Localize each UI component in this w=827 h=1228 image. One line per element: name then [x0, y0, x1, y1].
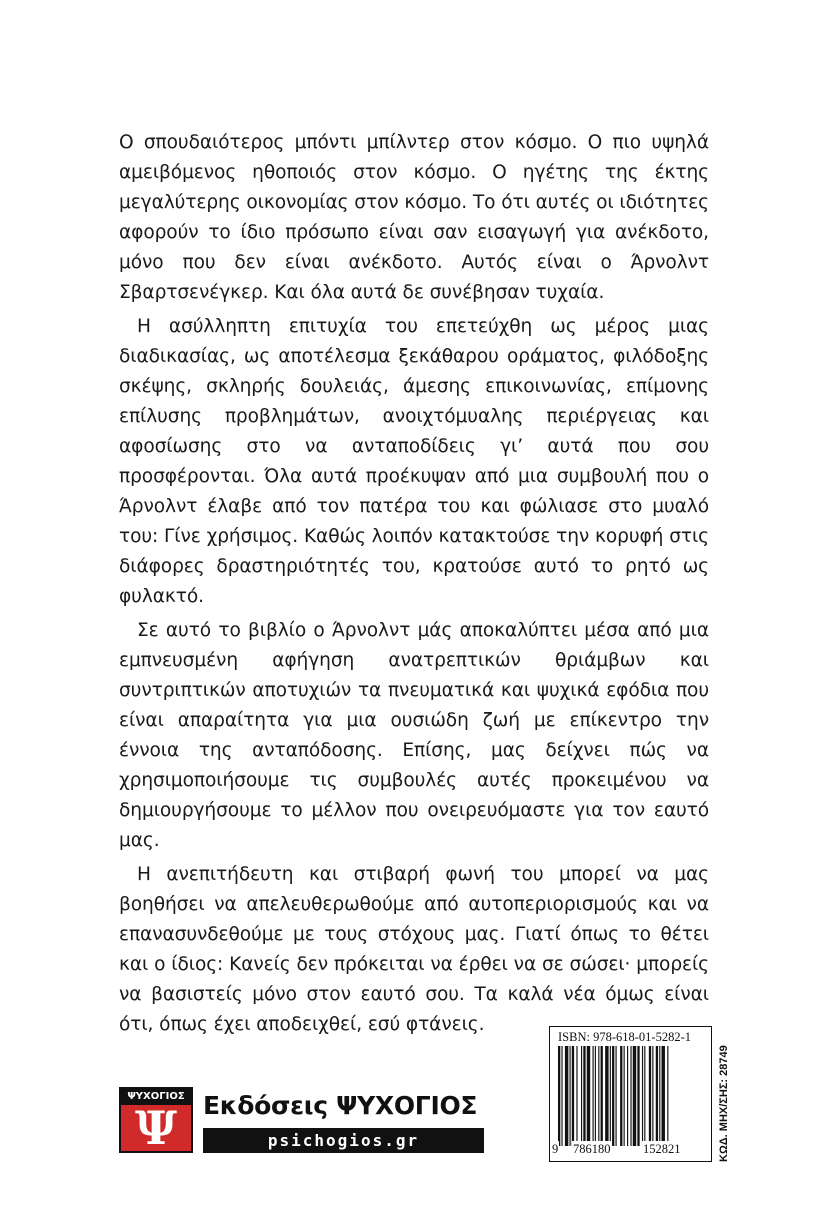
psi-logo-glyph: Ψ — [134, 1101, 177, 1153]
blurb-paragraph-2: Η ασύλληπτη επιτυχία του επετεύχθη ως μέρος μιας διαδικασίας, ως αποτέλεσμα ξεκάθαρου οράματος, φιλόδοξης σκέψης, σκληρής δουλειάς, άμεσης επικοινωνίας, επίμονης επίλυσης προβλημάτων, ανοιχτόμυαλης περιέργειας και αφοσίωσης στο να ανταποδίδεις γι’ αυτά που σου προσφέρονται. Όλα αυτά προέκυψαν από μια συμβουλή που ο Άρνολντ έλαβε από τον πατέρα του και φώλιασε στο μυαλό του: Γίνε χρήσιμος. Καθώς λοιπόν κατακτούσε την κορυφή στις διάφορες δραστηριότητές του, κρατούσε αυτό το ρητό ως φυλακτό. — [119, 316, 709, 607]
back-cover-blurb — [119, 128, 709, 1040]
barcode-bar — [662, 1046, 665, 1146]
psi-logo-icon — [119, 1087, 193, 1153]
barcode-bar — [624, 1046, 625, 1146]
barcode-bar — [659, 1046, 660, 1146]
barcode-bar — [595, 1046, 596, 1146]
publisher-url: psichogios.gr — [203, 1128, 484, 1153]
barcode-bar — [601, 1046, 603, 1146]
barcode-bar — [637, 1046, 639, 1146]
barcode-bar — [612, 1046, 614, 1146]
barcode-digits — [550, 1141, 713, 1157]
barcode-bar — [649, 1046, 651, 1146]
publisher-logo — [119, 1087, 484, 1153]
barcode-bar — [598, 1046, 599, 1146]
barcode-bar — [572, 1046, 574, 1146]
barcode-bar — [667, 1046, 668, 1146]
barcode-bar — [561, 1046, 562, 1146]
isbn-barcode — [549, 1026, 712, 1162]
barcode-bar — [633, 1046, 636, 1146]
barcode-bar — [558, 1046, 560, 1146]
barcode-bar — [565, 1046, 568, 1146]
barcode-bar — [610, 1046, 611, 1146]
publisher-name: Εκδόσεις ΨΥΧΟΓΙΟΣ — [203, 1091, 478, 1120]
barcode-digits-right: 152821 — [643, 1142, 681, 1156]
product-code: ΚΩΔ. ΜΗΧ/ΣΗΣ: 28749 — [718, 1045, 730, 1162]
psi-logo-label: ΨΥΧΟΓΙΟΣ — [121, 1089, 191, 1105]
barcode-bar — [583, 1046, 585, 1146]
blurb-paragraph-1: Ο σπουδαιότερος μπόντι μπίλντερ στον κόσμο. Ο πιο υψηλά αμειβόμενος ηθοποιός στον κόσμο. Ο ηγέτης της έκτης μεγαλύτερης οικονομίας στον κόσμο. Το ότι αυτές οι ιδιότητες αφορούν το ίδιο πρόσωπο είναι σαν εισαγωγή για ανέκδοτο, μόνο που δεν είναι ανέκδοτο. Αυτός είναι ο Άρνολντ Σβαρτσενέγκερ. Και όλα αυτά δε συνέβησαν τυχαία. — [119, 132, 709, 303]
blurb-paragraph-4: Η ανεπιτήδευτη και στιβαρή φωνή του μπορεί να μας βοηθήσει να απελευθερωθούμε από αυτοπεριορισμούς και να επανασυνδεθούμε με τους στόχους μας. Γιατί όπως το θέτει και ο ίδιος: Κανείς δεν πρόκειται να έρθει να σε σώσει· μπορείς να βασιστείς μόνο στον εαυτό σου. Τα καλά νέα όμως είναι ότι, όπως έχει αποδειχθεί, εσύ φτάνεις. — [119, 864, 709, 1035]
barcode-bar — [581, 1046, 582, 1146]
barcode-bar — [616, 1046, 617, 1146]
barcode-bar — [627, 1046, 628, 1146]
barcode-bar — [593, 1046, 594, 1146]
barcode-bar — [642, 1046, 643, 1146]
barcode-bar — [576, 1046, 577, 1146]
barcode-bar — [587, 1046, 590, 1146]
barcode-bar — [605, 1046, 608, 1146]
barcode-bar — [644, 1046, 645, 1146]
blurb-paragraph-3: Σε αυτό το βιβλίο ο Άρνολντ μάς αποκαλύπτει μέσα από μια εμπνευσμένη αφήγηση ανατρεπτικών θριάμβων και συντριπτικών αποτυχιών τα πνευματικά και ψυχικά εφόδια που είναι απαραίτητα για μια ουσιώδη ζωή με επίκεντρο την έννοια της ανταπόδοσης. Επίσης, μας δείχνει πώς να χρησιμοποιήσουμε τις συμβουλές αυτές προκειμένου να δημιουργήσουμε το μέλλον που ονειρευόμαστε για τον εαυτό μας. — [119, 620, 709, 851]
barcode-bars-icon — [558, 1046, 706, 1146]
barcode-digits-left: 786180 — [573, 1142, 611, 1156]
barcode-bar — [620, 1046, 622, 1146]
barcode-bar — [652, 1046, 653, 1146]
barcode-digit-lead: 9 — [552, 1142, 559, 1156]
barcode-bar — [656, 1046, 658, 1146]
barcode-bar — [570, 1046, 571, 1146]
barcode-bar — [630, 1046, 631, 1146]
isbn-label: ISBN: 978-618-01-5282-1 — [558, 1030, 691, 1044]
